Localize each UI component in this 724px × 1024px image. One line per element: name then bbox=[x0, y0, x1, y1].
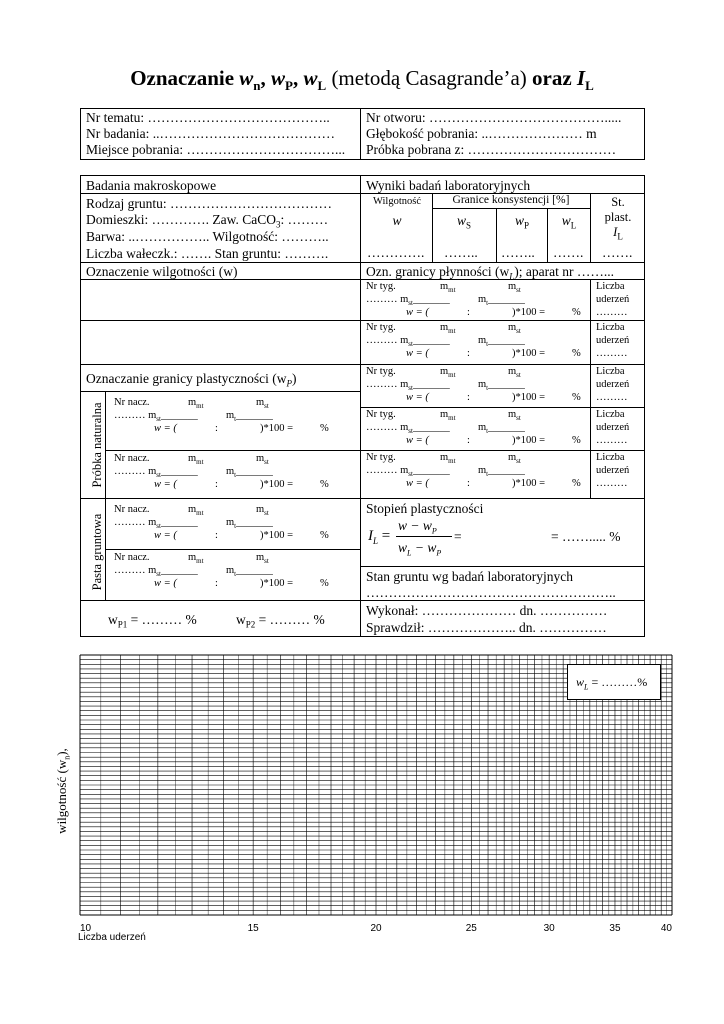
w-formula: w = ( bbox=[154, 530, 177, 541]
vessel-number-label: Nr nacz. bbox=[114, 504, 150, 515]
mst-input[interactable]: ……… $m_{st}\_\_\_\_\_\_\_$ bbox=[366, 335, 450, 349]
barwa-field[interactable]: Barwa: ..…………….. Wilgotność: ……….. bbox=[86, 229, 329, 244]
stan-title: Stan gruntu wg badań laboratoryjnych bbox=[366, 569, 573, 584]
w-formula: w = ( bbox=[406, 307, 429, 318]
blows-field[interactable]: ……… bbox=[596, 478, 628, 489]
percent-field[interactable]: % bbox=[572, 478, 581, 489]
il-result-field[interactable]: = ……..... % bbox=[551, 529, 621, 544]
percent-field[interactable]: % bbox=[320, 578, 329, 589]
mmt-label: $m_{mt}$ bbox=[188, 453, 204, 467]
times100-label: )*100 = bbox=[512, 435, 546, 446]
rodzaj-gruntu-field[interactable]: Rodzaj gruntu: ……………………………… bbox=[86, 196, 332, 211]
w-formula: w = ( bbox=[154, 479, 177, 490]
mst-label: $m_{st}$ bbox=[256, 552, 269, 566]
x-tick-label: 40 bbox=[660, 923, 672, 934]
colon-sep: : bbox=[467, 307, 470, 318]
times100-label: )*100 = bbox=[512, 392, 546, 403]
mmt-label: $m_{mt}$ bbox=[440, 452, 456, 466]
probka-naturalna-label: Próbka naturalna bbox=[90, 402, 104, 488]
blows-field[interactable]: ……… bbox=[596, 435, 628, 446]
w-header: w bbox=[392, 213, 402, 228]
nr-tematu-field[interactable]: Nr tematu: ………………………………….. bbox=[86, 110, 330, 125]
mmt-label: $m_{mt}$ bbox=[188, 504, 204, 518]
mt-input[interactable]: $m_t\_\_\_\_\_\_\_$ bbox=[478, 422, 525, 436]
mst-input[interactable]: ……… $m_{st}\_\_\_\_\_\_\_$ bbox=[114, 466, 198, 480]
mt-input[interactable]: $m_t\_\_\_\_\_\_\_$ bbox=[226, 565, 273, 579]
wykonal-field[interactable]: Wykonał: ………………… dn. …………… bbox=[366, 603, 608, 618]
x-tick-label: 15 bbox=[247, 923, 259, 934]
uderzen-label: uderzeń bbox=[596, 335, 630, 346]
wl-header: $w_L$ bbox=[561, 213, 577, 231]
mst-input[interactable]: ……… $m_{st}\_\_\_\_\_\_\_$ bbox=[114, 410, 198, 424]
stan-field[interactable]: ……………………………………………….. bbox=[366, 585, 616, 600]
stopien-title: Stopień plastyczności bbox=[366, 501, 484, 516]
mst-label: $m_{st}$ bbox=[508, 452, 521, 466]
st-plast-header: St. plast. $I_L$ bbox=[604, 195, 632, 242]
wp-header: $w_P$ bbox=[514, 213, 530, 231]
mt-input[interactable]: $m_t\_\_\_\_\_\_\_$ bbox=[478, 465, 525, 479]
mst-input[interactable]: ……… $m_{st}\_\_\_\_\_\_\_$ bbox=[366, 379, 450, 393]
times100-label: )*100 = bbox=[512, 478, 546, 489]
uderzen-label: uderzeń bbox=[596, 379, 630, 390]
uderzen-label: uderzeń bbox=[596, 422, 630, 433]
liczba-waleczk-field[interactable]: Liczba wałeczk.: ……. Stan gruntu: ………. bbox=[86, 246, 329, 261]
mst-label: $m_{st}$ bbox=[508, 281, 521, 295]
vessel-number-label: Nr tyg. bbox=[366, 452, 396, 463]
percent-field[interactable]: % bbox=[572, 435, 581, 446]
wl-section-title: Ozn. granicy płynności $(w_L)$; aparat nr ……... bbox=[366, 264, 614, 282]
colon-sep: : bbox=[467, 348, 470, 359]
wl-legend-field[interactable]: $w_L$ = ………% bbox=[576, 675, 648, 692]
times100-label: )*100 = bbox=[512, 348, 546, 359]
mst-input[interactable]: ……… $m_{st}\_\_\_\_\_\_\_$ bbox=[366, 465, 450, 479]
liczba-label: Liczba bbox=[596, 452, 625, 463]
domieszki-field[interactable]: Domieszki: …………. Zaw. CaCO$_3$: ……… bbox=[86, 212, 329, 230]
il-formula-eq: = bbox=[454, 529, 462, 544]
mmt-label: $m_{mt}$ bbox=[440, 366, 456, 380]
wn-section-title: Oznaczenie wilgotności (w) bbox=[86, 264, 238, 279]
wp-value[interactable]: …….. bbox=[501, 245, 535, 260]
makro-title: Badania makroskopowe bbox=[86, 178, 217, 193]
vessel-number-label: Nr tyg. bbox=[366, 281, 396, 292]
wp-section-title: Oznaczanie granicy plastyczności $(w_P)$ bbox=[86, 371, 297, 389]
liczba-label: Liczba bbox=[596, 409, 625, 420]
w-value[interactable]: …………. bbox=[367, 245, 425, 260]
colon-sep: : bbox=[467, 435, 470, 446]
mt-input[interactable]: $m_t\_\_\_\_\_\_\_$ bbox=[226, 410, 273, 424]
colon-sep: : bbox=[215, 578, 218, 589]
percent-field[interactable]: % bbox=[572, 392, 581, 403]
vessel-number-label: Nr tyg. bbox=[366, 322, 396, 333]
mmt-label: $m_{mt}$ bbox=[440, 409, 456, 423]
mt-input[interactable]: $m_t\_\_\_\_\_\_\_$ bbox=[226, 517, 273, 531]
mt-input[interactable]: $m_t\_\_\_\_\_\_\_$ bbox=[478, 294, 525, 308]
percent-field[interactable]: % bbox=[572, 348, 581, 359]
x-tick-label: 10 bbox=[80, 923, 92, 934]
probka-pobrana-field[interactable]: Próbka pobrana z: …………………………… bbox=[366, 142, 617, 157]
w-formula: w = ( bbox=[406, 392, 429, 403]
mst-label: $m_{st}$ bbox=[508, 366, 521, 380]
x-tick-label: 35 bbox=[609, 923, 621, 934]
w-formula: w = ( bbox=[406, 478, 429, 489]
blows-field[interactable]: ……… bbox=[596, 392, 628, 403]
wyniki-title: Wyniki badań laboratoryjnych bbox=[366, 178, 531, 193]
nr-badania-field[interactable]: Nr badania: ..………………………………… bbox=[86, 126, 335, 141]
wp1-field[interactable]: $w_{P1}$ = ……… % bbox=[108, 612, 197, 630]
times100-label: )*100 = bbox=[512, 307, 546, 318]
w-formula: w = ( bbox=[406, 348, 429, 359]
vessel-number-label: Nr nacz. bbox=[114, 397, 150, 408]
mst-label: $m_{st}$ bbox=[508, 409, 521, 423]
vessel-number-label: Nr tyg. bbox=[366, 409, 396, 420]
mmt-label: $m_{mt}$ bbox=[440, 322, 456, 336]
vessel-number-label: Nr tyg. bbox=[366, 366, 396, 377]
il-value[interactable]: ……. bbox=[602, 245, 633, 260]
times100-label: )*100 = bbox=[260, 479, 294, 490]
mt-input[interactable]: $m_t\_\_\_\_\_\_\_$ bbox=[478, 335, 525, 349]
wilgotnosc-header: Wilgotność bbox=[373, 196, 421, 207]
y-axis-label: wilgotność $(w_n)$, bbox=[54, 748, 72, 834]
vessel-number-label: Nr nacz. bbox=[114, 453, 150, 464]
mst-input[interactable]: ……… $m_{st}\_\_\_\_\_\_\_$ bbox=[366, 294, 450, 308]
times100-label: )*100 = bbox=[260, 530, 294, 541]
miejsce-pobrania-field[interactable]: Miejsce pobrania: ……………………………... bbox=[86, 142, 346, 157]
mst-label: $m_{st}$ bbox=[256, 397, 269, 411]
mst-input[interactable]: ……… $m_{st}\_\_\_\_\_\_\_$ bbox=[366, 422, 450, 436]
mmt-label: $m_{mt}$ bbox=[188, 397, 204, 411]
uderzen-label: uderzeń bbox=[596, 465, 630, 476]
liczba-label: Liczba bbox=[596, 366, 625, 377]
il-formula-den: $w_L - w_P$ bbox=[398, 540, 442, 558]
w-formula: w = ( bbox=[406, 435, 429, 446]
mst-input[interactable]: ……… $m_{st}\_\_\_\_\_\_\_$ bbox=[114, 517, 198, 531]
page-title: Oznaczanie $w_n$, $w_P$, $w_L$ (metodą Casagrande’a) oraz $I_L$ bbox=[130, 66, 594, 94]
percent-field[interactable]: % bbox=[572, 307, 581, 318]
wl-value[interactable]: ……. bbox=[553, 245, 584, 260]
colon-sep: : bbox=[215, 423, 218, 434]
x-axis-label: Liczba uderzeń bbox=[78, 932, 146, 943]
x-tick-label: 20 bbox=[370, 923, 382, 934]
percent-field[interactable]: % bbox=[320, 423, 329, 434]
colon-sep: : bbox=[467, 478, 470, 489]
il-formula-lhs: $I_L$ = bbox=[368, 528, 391, 546]
times100-label: )*100 = bbox=[260, 578, 294, 589]
granice-header: Granice konsystencji [%] bbox=[452, 194, 570, 206]
il-formula-num: $w - w_P$ bbox=[398, 518, 437, 536]
colon-sep: : bbox=[215, 530, 218, 541]
w-formula: w = ( bbox=[154, 578, 177, 589]
ws-header: $w_S$ bbox=[456, 213, 472, 231]
liczba-label: Liczba bbox=[596, 322, 625, 333]
blows-field[interactable]: ……… bbox=[596, 307, 628, 318]
times100-label: )*100 = bbox=[260, 423, 294, 434]
mst-label: $m_{st}$ bbox=[508, 322, 521, 336]
percent-field[interactable]: % bbox=[320, 530, 329, 541]
mst-label: $m_{st}$ bbox=[256, 504, 269, 518]
liczba-label: Liczba bbox=[596, 281, 625, 292]
blows-field[interactable]: ……… bbox=[596, 348, 628, 359]
mst-input[interactable]: ……… $m_{st}\_\_\_\_\_\_\_$ bbox=[114, 565, 198, 579]
vessel-number-label: Nr nacz. bbox=[114, 552, 150, 563]
mmt-label: $m_{mt}$ bbox=[188, 552, 204, 566]
mmt-label: $m_{mt}$ bbox=[440, 281, 456, 295]
sprawdzil-field[interactable]: Sprawdził: ……………….. dn. …………… bbox=[366, 620, 607, 635]
mst-label: $m_{st}$ bbox=[256, 453, 269, 467]
ws-value[interactable]: …….. bbox=[444, 245, 478, 260]
w-formula: w = ( bbox=[154, 423, 177, 434]
colon-sep: : bbox=[467, 392, 470, 403]
colon-sep: : bbox=[215, 479, 218, 490]
x-tick-label: 30 bbox=[543, 923, 555, 934]
wp2-field[interactable]: $w_{P2}$ = ……… % bbox=[236, 612, 325, 630]
mt-input[interactable]: $m_t\_\_\_\_\_\_\_$ bbox=[478, 379, 525, 393]
nr-otworu-field[interactable]: Nr otworu: …………………………………..... bbox=[366, 110, 622, 125]
glebokosc-field[interactable]: Głębokość pobrania: ..………………… m bbox=[366, 126, 597, 141]
percent-field[interactable]: % bbox=[320, 479, 329, 490]
x-tick-label: 25 bbox=[465, 923, 477, 934]
mt-input[interactable]: $m_t\_\_\_\_\_\_\_$ bbox=[226, 466, 273, 480]
uderzen-label: uderzeń bbox=[596, 294, 630, 305]
pasta-gruntowa-label: Pasta gruntowa bbox=[90, 513, 104, 591]
